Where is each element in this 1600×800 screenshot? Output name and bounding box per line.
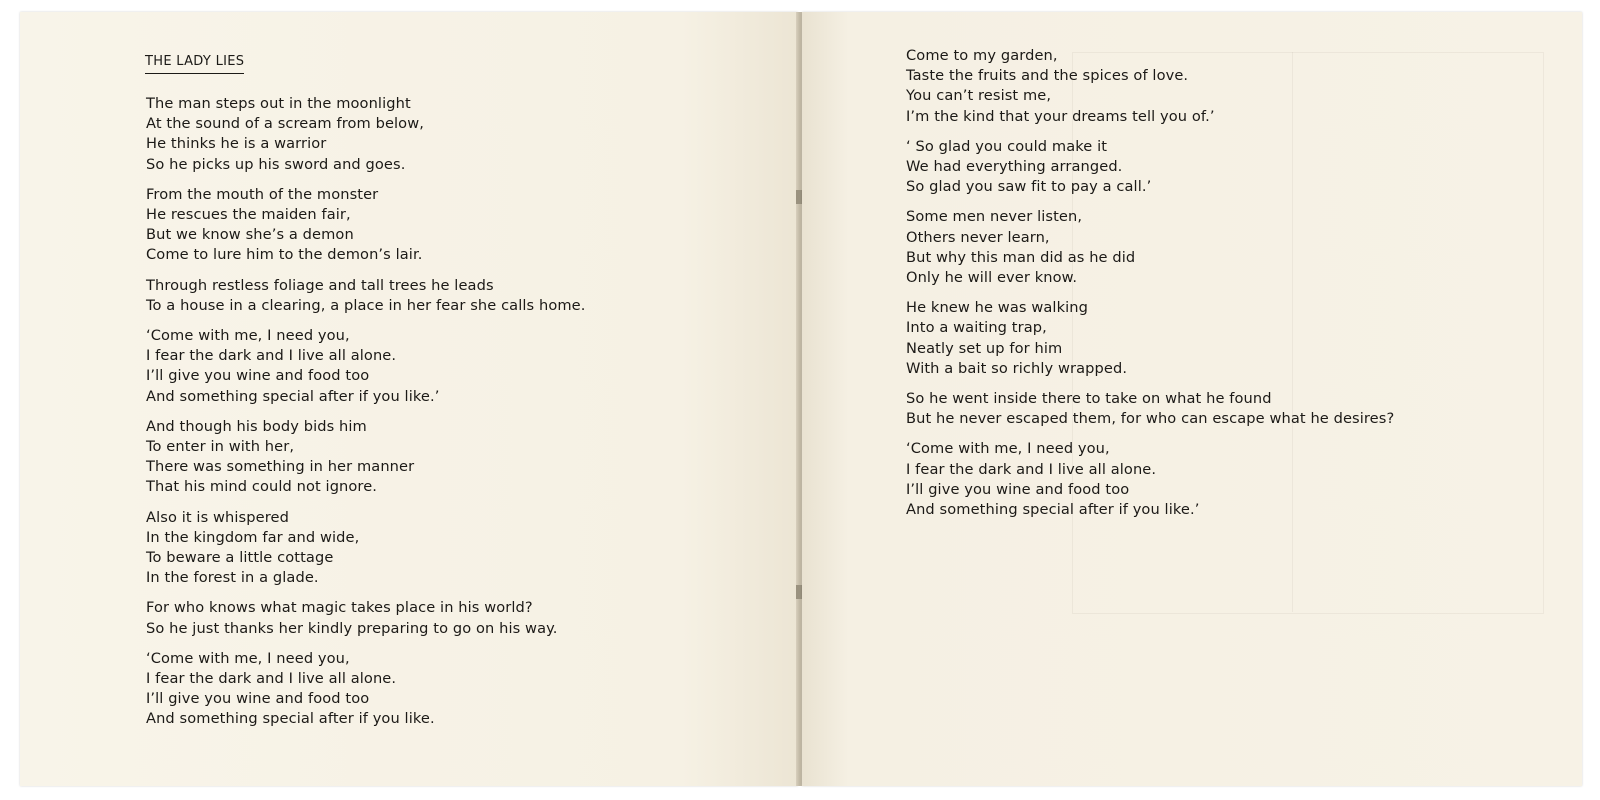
lyric-line: The man steps out in the moonlight: [146, 95, 411, 112]
lyric-line: Neatly set up for him: [906, 339, 1063, 357]
lyric-line: I’ll give you wine and food too: [146, 690, 370, 708]
lyric-line: So glad you saw fit to pay a call.’: [906, 178, 1152, 196]
bleed-through-box: [1292, 52, 1543, 612]
lyric-line: ‘ So glad you could make it: [906, 137, 1108, 155]
lyric-line: That his mind could not ignore.: [146, 478, 378, 496]
lyric-line: He rescues the maiden fair,: [146, 206, 351, 224]
lyric-line: And something special after if you like.’: [906, 501, 1200, 519]
song-title: THE LADY LIES: [145, 54, 244, 74]
lyric-line: To enter in with her,: [146, 438, 295, 456]
lyric-stanza: [146, 326, 586, 407]
left-page: [20, 12, 798, 786]
lyric-line: ‘Come with me, I need you,: [146, 649, 350, 667]
lyric-line: Into a waiting trap,: [906, 319, 1047, 337]
lyric-line: Come to lure him to the demon’s lair.: [146, 246, 423, 264]
lyric-line: But he never escaped them, for who can escape what he desires?: [906, 410, 1395, 428]
lyric-line: At the sound of a scream from below,: [146, 115, 424, 133]
lyric-line: Taste the fruits and the spices of love.: [906, 67, 1189, 85]
lyric-line: He thinks he is a warrior: [146, 135, 327, 153]
lyric-line: And something special after if you like.’: [146, 387, 440, 405]
lyric-line: In the kingdom far and wide,: [146, 528, 360, 546]
lyric-line: But we know she’s a demon: [146, 226, 354, 244]
lyric-line: But why this man did as he did: [906, 248, 1136, 266]
lyric-stanza: [146, 94, 586, 175]
lyric-line: I fear the dark and I live all alone.: [146, 347, 397, 365]
lyric-stanza: [146, 508, 586, 589]
lyric-line: So he went inside there to take on what he found: [906, 390, 1272, 408]
lyric-stanza: [146, 598, 586, 638]
lyric-line: For who knows what magic takes place in his world?: [146, 599, 533, 617]
lyric-line: I’m the kind that your dreams tell you of.’: [906, 107, 1215, 125]
lyric-line: Only he will ever know.: [906, 269, 1078, 287]
lyric-line: Also it is whispered: [146, 508, 289, 526]
lyric-line: He knew he was walking: [906, 299, 1088, 317]
left-lyrics: [146, 94, 586, 740]
lyric-line: I fear the dark and I live all alone.: [906, 460, 1157, 478]
lyric-line: And something special after if you like.: [146, 710, 435, 728]
lyric-line: To beware a little cottage: [146, 549, 334, 567]
right-page: [802, 12, 1582, 786]
lyric-stanza: [146, 417, 586, 498]
lyric-line: To a house in a clearing, a place in her fear she calls home.: [146, 296, 586, 314]
lyric-line: From the mouth of the monster: [146, 185, 379, 203]
lyric-line: And though his body bids him: [146, 417, 367, 435]
lyric-line: Through restless foliage and tall trees he leads: [146, 276, 494, 294]
lyric-line: You can’t resist me,: [906, 87, 1052, 105]
lyric-line: ‘Come with me, I need you,: [906, 440, 1110, 458]
lyric-line: So he just thanks her kindly preparing to go on his way.: [146, 619, 558, 637]
lyric-line: So he picks up his sword and goes.: [146, 155, 406, 173]
lyric-line: ‘Come with me, I need you,: [146, 327, 350, 345]
lyric-stanza: [146, 276, 586, 316]
lyric-line: We had everything arranged.: [906, 158, 1123, 176]
lyric-line: I fear the dark and I live all alone.: [146, 670, 397, 688]
lyric-line: In the forest in a glade.: [146, 569, 319, 587]
lyric-stanza: [146, 649, 586, 730]
lyric-line: Some men never listen,: [906, 208, 1083, 226]
lyric-line: I’ll give you wine and food too: [906, 480, 1130, 498]
lyric-line: I’ll give you wine and food too: [146, 367, 370, 385]
lyric-line: There was something in her manner: [146, 458, 415, 476]
lyric-stanza: [146, 185, 586, 266]
lyric-line: Others never learn,: [906, 228, 1050, 246]
lyric-line: With a bait so richly wrapped.: [906, 359, 1128, 377]
lyric-line: Come to my garden,: [906, 47, 1058, 64]
